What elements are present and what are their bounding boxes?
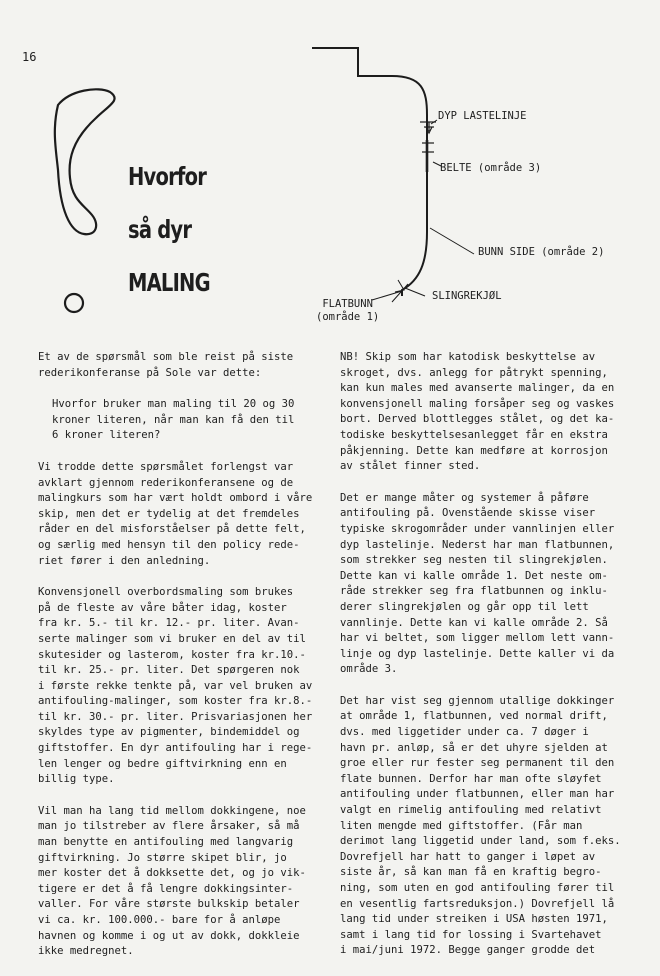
- paragraph: [340, 491, 630, 678]
- hull-diagram: [0, 0, 660, 340]
- text-line: konvensjonell maling forsåper seg og vaskes: [340, 397, 615, 410]
- text-line: Vil man ha lang tid mellom dokkingene, noe: [38, 804, 306, 817]
- headline-line: Hvorfor: [128, 162, 207, 191]
- text-line: råde strekker seg fra flatbunnen og inklu-: [340, 585, 608, 598]
- paragraph: [38, 397, 328, 444]
- paragraph: [38, 350, 328, 381]
- text-line: av stålet finner sted.: [340, 460, 481, 473]
- text-line: skutesider og lasterom, koster fra kr.10.-: [38, 648, 306, 661]
- text-line: at område 1, flatbunnen, ved normal drift,: [340, 710, 608, 723]
- text-line: Dette kan vi kalle område 1. Det neste om-: [340, 569, 608, 582]
- text-line: Dovrefjell har hatt to ganger i løpet av: [340, 850, 596, 863]
- text-line: skyldes type av pigmenter, bindemiddel og: [38, 726, 300, 739]
- text-line: tigere er det å få lengre dokkingsinter-: [38, 882, 294, 895]
- text-line: riet fører i den anledning.: [38, 554, 211, 567]
- text-line: Et av de spørsmål som ble reist på siste: [38, 351, 294, 363]
- text-line: i mai/juni 1972. Begge ganger grodde det: [340, 944, 596, 957]
- text-line: til kr. 30.- pr. liter. Prisvariasjonen her: [38, 710, 313, 723]
- text-line: avklart gjennom rederikonferansene og de: [38, 476, 294, 489]
- text-line: flate bunnen. Derfor har man ofte sløyfet: [340, 772, 602, 785]
- text-line: giftstoffer. En dyr antifouling har i rege-: [38, 742, 313, 755]
- text-line: len lenger og bedre giftvirkning enn en: [38, 757, 287, 770]
- paragraph: [38, 585, 328, 788]
- text-line: bort. Derved blottlegges stålet, og det ka-: [340, 413, 615, 426]
- headline-line: MALING: [128, 268, 210, 297]
- hull-outline: [312, 48, 427, 296]
- text-line: man jo tilstreber av flere årsaker, så må: [38, 820, 300, 833]
- text-line: NB! Skip som har katodisk beskyttelse av: [340, 351, 596, 363]
- text-line: og særlig med hensyn til den policy rede-: [38, 538, 300, 551]
- text-line: område 3.: [340, 663, 398, 676]
- text-line: ning, som uten en god antifouling fører til: [340, 882, 615, 894]
- text-line: antifouling på. Ovenstående skisse viser: [340, 507, 596, 520]
- text-line: Hvorfor bruker man maling til 20 og 30: [52, 398, 295, 411]
- left-column: [38, 350, 328, 976]
- text-line: malingkurs som har vært holdt ombord i våre: [38, 492, 313, 505]
- text-line: todiske beskyttelsesanlegget får en ekstra: [340, 428, 608, 441]
- text-line: 6 kroner literen?: [52, 429, 161, 442]
- text-line: valler. For våre største bulkskip betaler: [38, 898, 300, 911]
- text-line: vannlinje. Dette kan vi kalle område 2. Så: [340, 616, 608, 629]
- text-line: derimot lang liggetid under land, som f.eks.: [340, 835, 621, 848]
- text-line: samt i lang tid for lossing i Svartehavet: [340, 928, 602, 941]
- text-line: skip, men det er tydelig at det fremdeles: [38, 507, 300, 520]
- text-line: Det har vist seg gjennom utallige dokkinger: [340, 694, 615, 707]
- label-flat-bottom: [316, 298, 379, 324]
- text-line: kan kun males med avanserte malinger, da en: [340, 382, 615, 395]
- text-line: typiske skrogområder under vannlinjen eller: [340, 522, 615, 535]
- text-line: vi ca. kr. 100.000.- bare for å anløpe: [38, 914, 281, 926]
- label-bottom-side: BUNN SIDE (område 2): [478, 246, 605, 258]
- text-line: groe eller rur fester seg permanent til den: [340, 757, 615, 770]
- text-line: derer slingrekjølen og går opp til lett: [340, 600, 589, 613]
- label-leaders: [372, 120, 474, 302]
- paragraph: [38, 804, 328, 960]
- text-line: antifouling under flatbunnen, eller man har: [340, 788, 615, 801]
- text-line: en vesentlig fartsreduksjon.) Dovrefjell lå: [340, 897, 615, 910]
- text-line: havnen og komme i og ut av dokk, dokkleie: [38, 929, 300, 942]
- paragraph: [340, 350, 630, 475]
- text-line: mer koster det å dokksette det, og jo vik-: [38, 867, 306, 880]
- text-line: til kr. 25.- pr. liter. Det spørgeren nok: [38, 664, 300, 677]
- text-line: Det er mange måter og systemer å påføre: [340, 491, 589, 504]
- text-line: dyp lastelinje. Nederst har man flatbunnen,: [340, 538, 615, 551]
- page-number: 16: [22, 50, 37, 64]
- text-line: rederikonferanse på Sole var dette:: [38, 366, 262, 379]
- text-line: kroner literen, når man kan få den til: [52, 413, 295, 426]
- question-mark-icon: [55, 89, 115, 312]
- text-line: liten mengde med giftstoffer. (Får man: [340, 819, 583, 832]
- headline-line: så dyr: [128, 215, 192, 244]
- paragraph: [340, 694, 630, 959]
- text-line: Konvensjonell overbordsmaling som brukes: [38, 586, 294, 599]
- text-line: serte malinger som vi bruker en del av til: [38, 632, 306, 645]
- text-line: på de fleste av våre båter idag, koster: [38, 601, 287, 614]
- text-line: siste år, så kan man få en kraftig begro-: [340, 866, 602, 879]
- label-belt: BELTE (område 3): [440, 162, 542, 174]
- text-line: dvs. med liggetider under ca. 7 døger i: [340, 726, 589, 739]
- text-line: lang tid under streiken i USA høsten 1971,: [340, 913, 608, 926]
- text-line: påkjenning. Dette kan medføre at korrosjon: [340, 444, 608, 457]
- label-line: FLATBUNN: [322, 298, 373, 310]
- headline: [128, 150, 210, 309]
- text-line: ikke medregnet.: [38, 945, 134, 958]
- text-line: linje og dyp lastelinje. Dette kaller vi da: [340, 647, 615, 660]
- paragraph: [38, 460, 328, 569]
- text-line: i første rekke tenkte på, var vel bruken av: [38, 679, 313, 692]
- text-line: som strekker seg nesten til slingrekjølen.: [340, 554, 608, 567]
- label-bilge-keel: SLINGREKJØL: [432, 290, 502, 302]
- text-line: skroget, dvs. anlegg for påtrykt spenning,: [340, 366, 608, 379]
- text-line: man benytte en antifouling med langvarig: [38, 836, 294, 849]
- text-line: Vi trodde dette spørsmålet forlengst var: [38, 460, 294, 473]
- right-column: [340, 350, 630, 975]
- text-line: har vi beltet, som ligger mellom lett vann-: [340, 632, 615, 645]
- label-line: (område 1): [316, 311, 380, 323]
- text-line: havn pr. anløp, så er det uhyre sjelden at: [340, 741, 608, 754]
- text-line: valgt en rimelig antifouling med relativt: [340, 804, 602, 817]
- text-line: billig type.: [38, 773, 115, 786]
- text-line: fra kr. 5.- til kr. 12.- pr. liter. Avan-: [38, 617, 300, 630]
- text-line: antifouling-malinger, som koster fra kr.8.-: [38, 695, 313, 708]
- text-line: giftvirkning. Jo større skipet blir, jo: [38, 851, 287, 864]
- text-line: råder en del misforståelser på dette felt,: [38, 523, 306, 536]
- label-deep-waterline: DYP LASTELINJE: [438, 110, 527, 122]
